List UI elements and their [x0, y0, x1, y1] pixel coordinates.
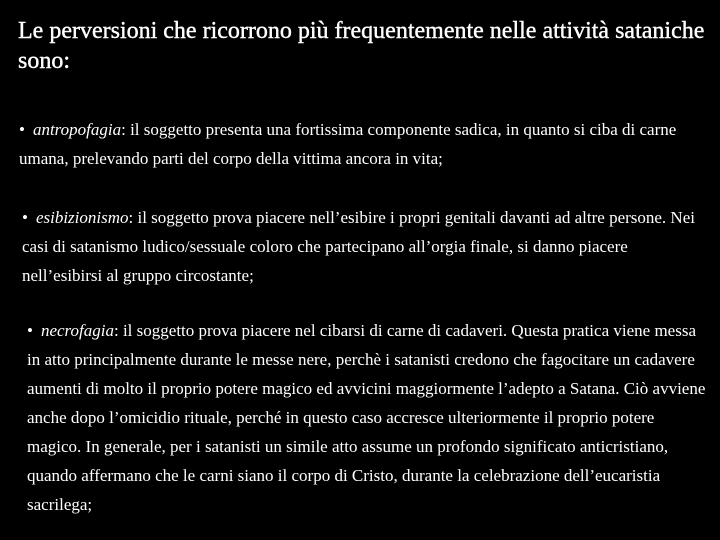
slide-title: Le perversioni che ricorrono più frequentemente nelle attività sataniche sono:: [18, 18, 705, 74]
bullet-icon: •: [27, 321, 33, 340]
bullet-icon: •: [19, 120, 25, 139]
item-description: : il soggetto prova piacere nell’esibire i propri genitali davanti ad altre persone. Nei casi di satanismo ludico/sessuale coloro che partecipano all’orgia finale, si danno piacere nell’esibirsi al gruppo circostante;: [22, 208, 695, 285]
bullet-item-necrofagia: [27, 316, 707, 519]
item-description: : il soggetto prova piacere nel cibarsi di carne di cadaveri. Questa pratica viene messa in atto principalmente durante le messe nere, perchè i satanisti credono che fagocitare un cadavere aumenti di molto il proprio potere magico ed avvicini maggiormente l’adepto a Satana. Ciò avviene anche dopo l’omicidio rituale, perché in questo caso accresce ulteriormente il proprio potere magico. In generale, per i satanisti un simile atto assume un profondo significato anticristiano, quando affermano che le carni siano il corpo di Cristo, durante la celebrazione dell’eucaristia sacrilega;: [27, 321, 706, 514]
item-description: : il soggetto presenta una fortissima componente sadica, in quanto si ciba di carne umana, prelevando parti del corpo della vittima ancora in vita;: [19, 120, 677, 168]
bullet-item-esibizionismo: [22, 203, 712, 290]
term-label: antropofagia: [32, 120, 122, 139]
term-label: necrofagia: [40, 321, 114, 340]
bullet-icon: •: [22, 208, 28, 227]
bullet-item-antropofagia: [19, 115, 709, 173]
term-label: esibizionismo: [35, 208, 129, 227]
